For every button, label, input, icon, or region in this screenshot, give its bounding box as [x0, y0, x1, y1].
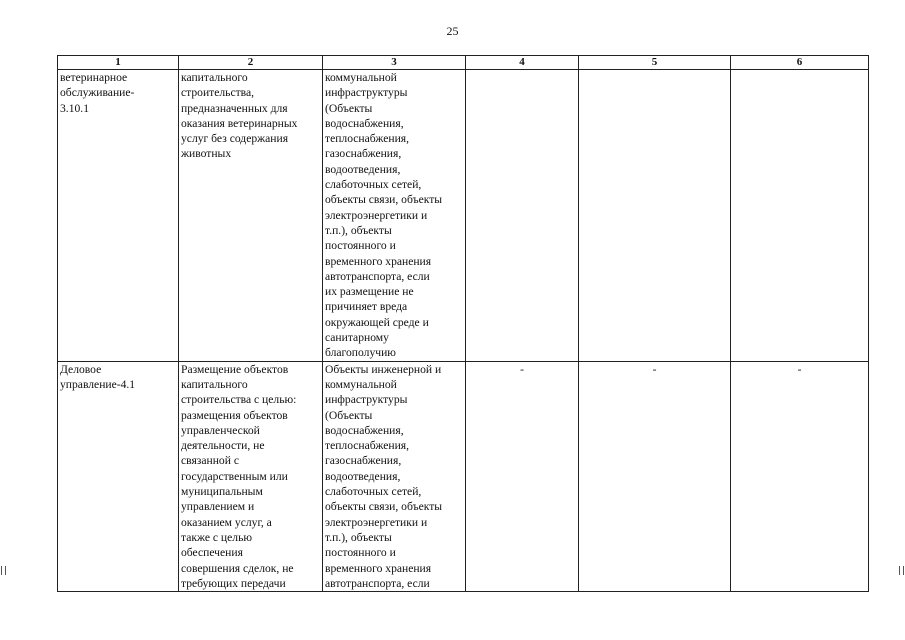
column-header-1: 1	[58, 56, 179, 70]
auxiliary-use-description: коммунальной инфраструктуры (Объекты водоснабжения, теплоснабжения, газоснабжения, водоотведения, слаботочных сетей, объекты связи, объекты электроэнергетики и т.п.), объекты постоянного и временного хранения автотранспорта, если их размещение не причиняет вреда окружающей среде и санитарному благополучию	[325, 71, 443, 360]
table-cell	[466, 361, 579, 591]
column-header-4: 4	[466, 56, 579, 70]
land-use-table	[57, 55, 869, 592]
table-cell	[731, 361, 869, 591]
table-cell	[466, 70, 579, 362]
column-header-3: 3	[323, 56, 466, 70]
table-row	[58, 70, 869, 362]
cell-value: -	[652, 362, 657, 376]
left-margin-mark	[1, 566, 6, 575]
table-cell	[579, 70, 731, 362]
table-cell	[58, 70, 179, 362]
table-cell	[179, 70, 323, 362]
table-cell	[323, 70, 466, 362]
cell-value: -	[520, 362, 524, 376]
column-header-6: 6	[731, 56, 869, 70]
right-margin-mark	[899, 566, 904, 575]
table-cell	[323, 361, 466, 591]
column-header-2: 2	[179, 56, 323, 70]
use-type-description: капитального строительства, предназначенных для оказания ветеринарных услуг без содержания животных	[181, 71, 298, 161]
table-cell	[731, 70, 869, 362]
table-cell	[58, 361, 179, 591]
table-row	[58, 361, 869, 591]
table-cell	[179, 361, 323, 591]
page-number: 25	[446, 24, 459, 38]
use-type-name: Деловое управление-4.1	[60, 362, 136, 391]
use-type-name: ветеринарное обслуживание- 3.10.1	[60, 71, 135, 115]
cell-value: -	[797, 362, 802, 376]
table-header-row	[58, 56, 869, 70]
auxiliary-use-description: Объекты инженерной и коммунальной инфраструктуры (Объекты водоснабжения, теплоснабжения, газоснабжения, водоотведения, слаботочных сетей, объекты связи, объекты электроэнергетики и т.п.), объекты постоянного и временного хранения автотранспорта, если	[325, 362, 443, 590]
table-cell	[579, 361, 731, 591]
use-type-description: Размещение объектов капитального строительства с целью: размещения объектов управленческой деятельности, не связанной с государственным или муниципальным управлением и оказанием услуг, а также с целью обеспечения совершения сделок, не требующих передачи	[181, 362, 297, 590]
column-header-5: 5	[579, 56, 731, 70]
